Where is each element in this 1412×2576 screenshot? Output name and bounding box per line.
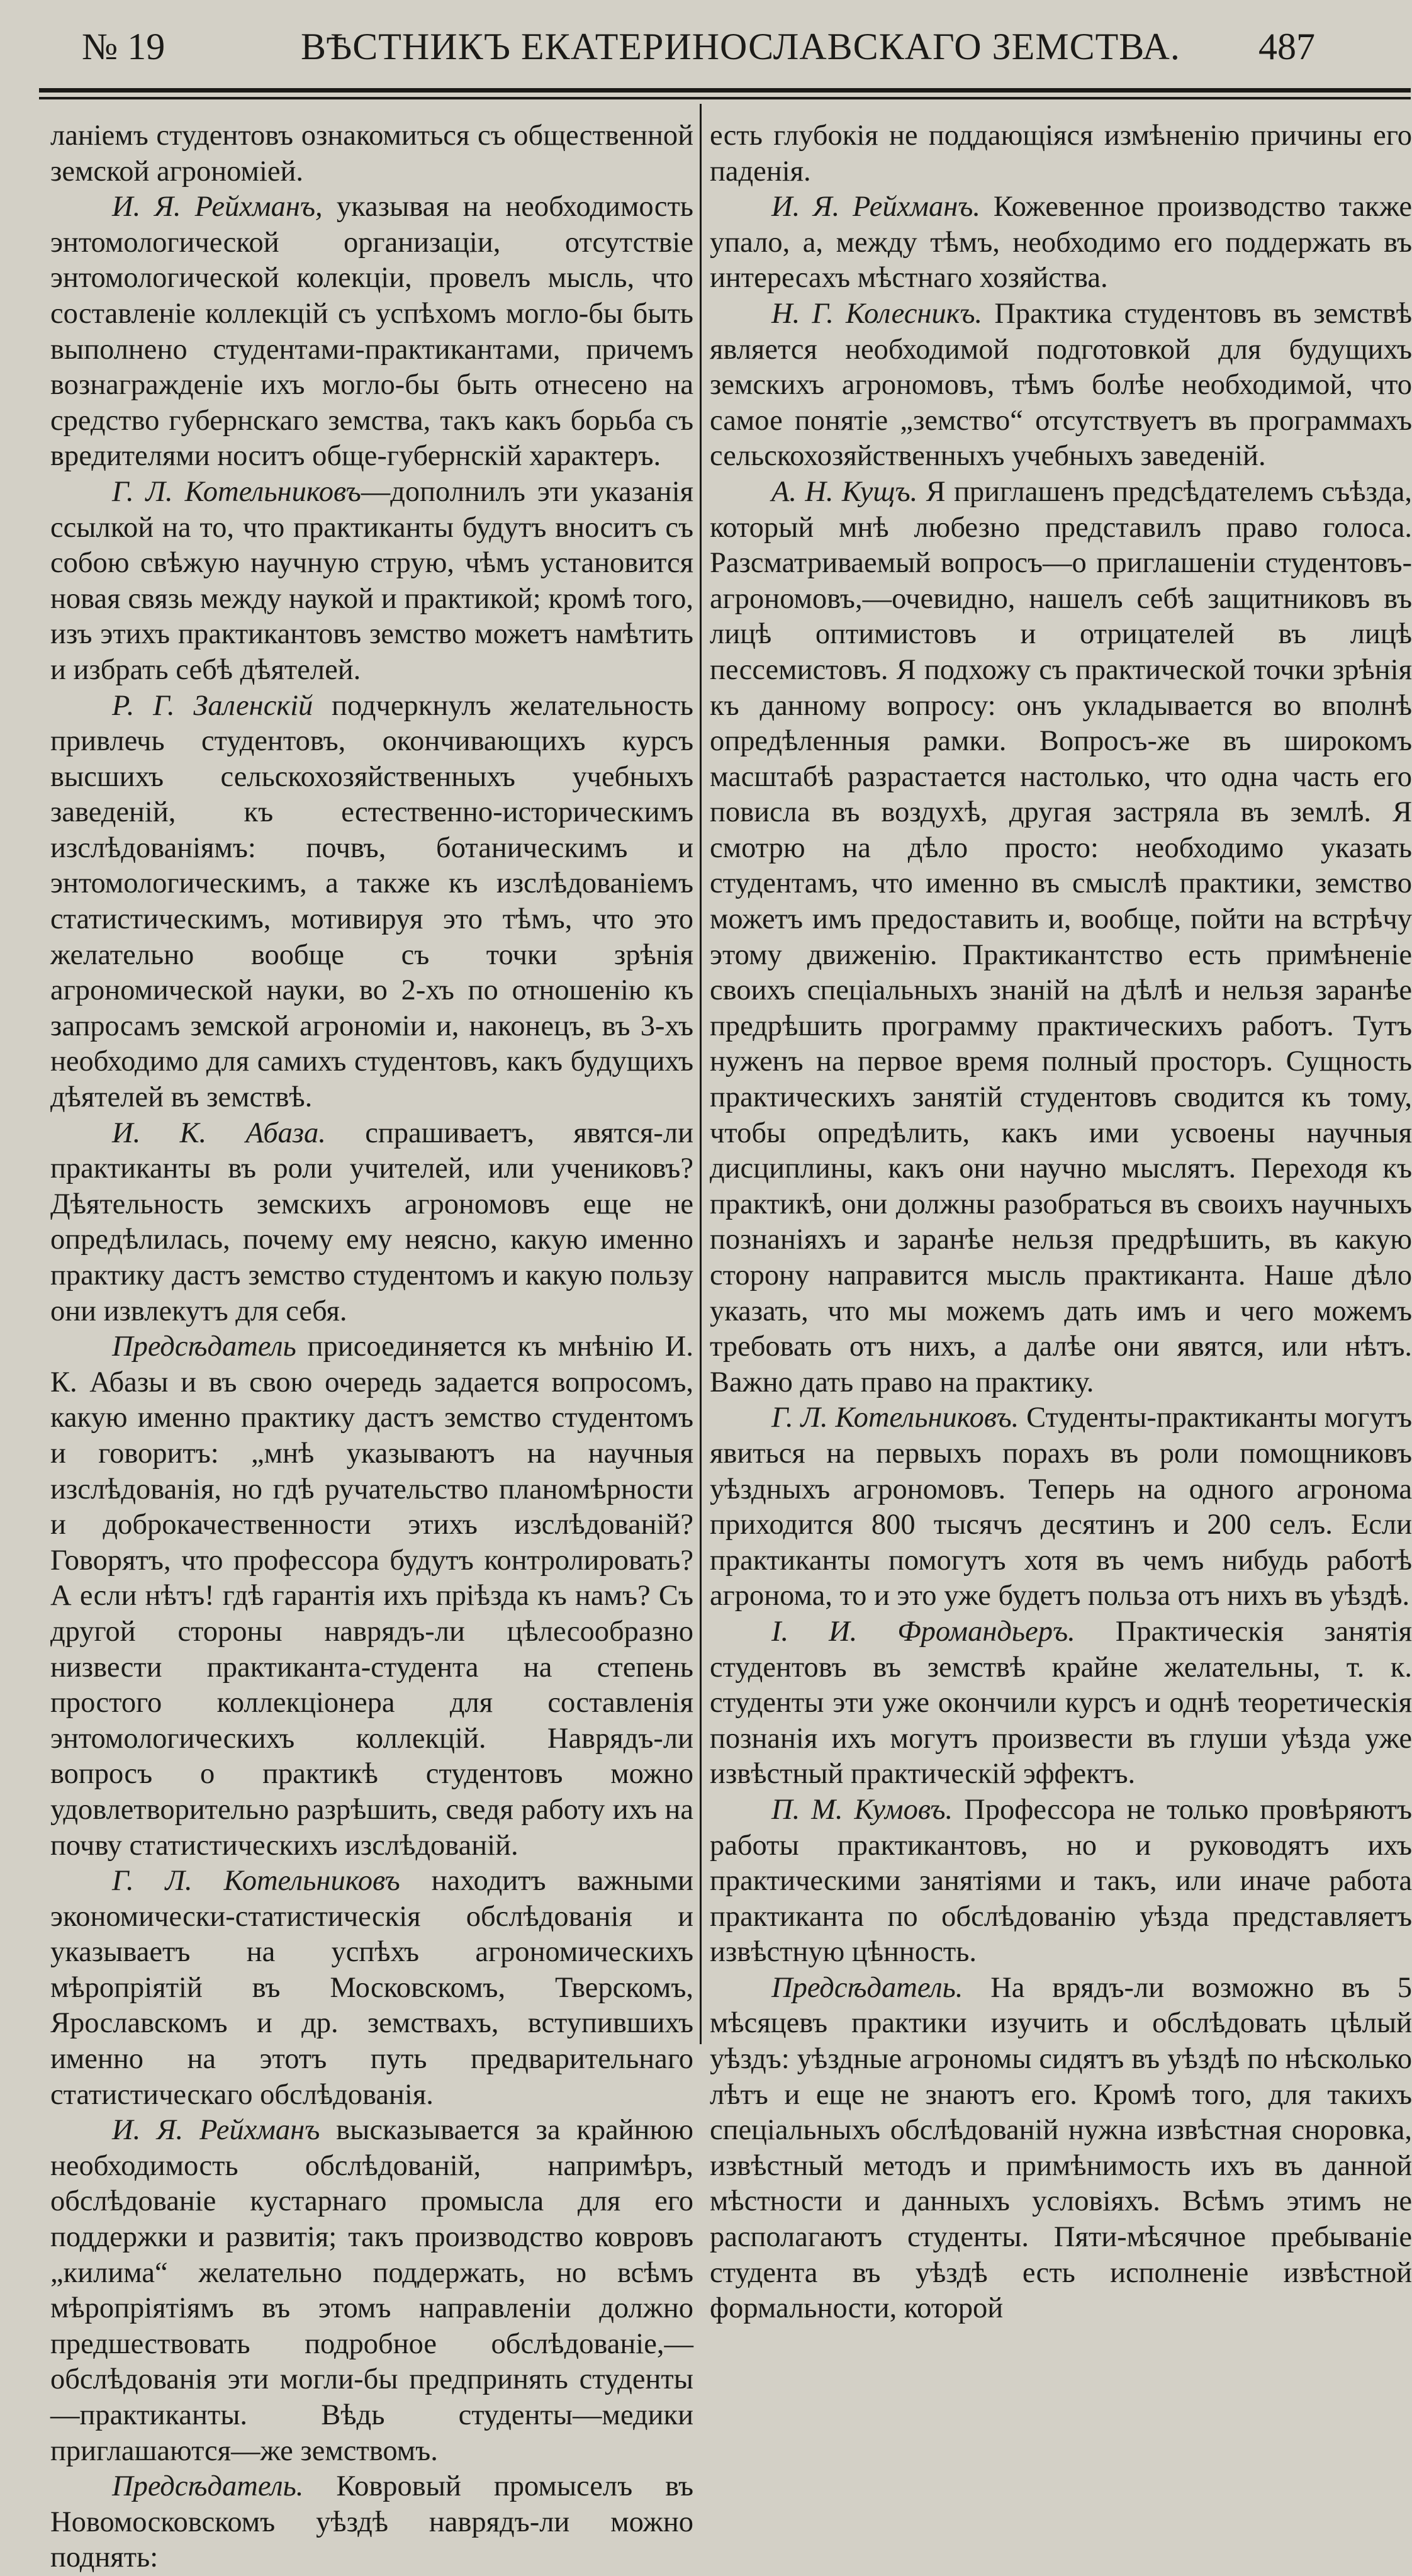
speaker-name: Г. Л. Котельниковъ xyxy=(112,1865,400,1898)
page-header xyxy=(0,0,1412,94)
header-rule-thin xyxy=(39,97,1411,99)
page-number: 487 xyxy=(1258,26,1315,67)
speaker-name: Н. Г. Колесникъ. xyxy=(771,297,983,330)
speaker-name: И. К. Абаза. xyxy=(112,1116,326,1149)
paragraph xyxy=(50,2469,693,2576)
paragraph-text: спрашиваетъ, явятся-ли практиканты въ роли учителей, или учениковъ? Дѣятельность земскихъ агрономовъ еще не опредѣлилась, почему ему неясно, какую именно практику дастъ земство студентомъ и какую пользу они извлекутъ для себя. xyxy=(50,1116,694,1327)
speaker-name: П. М. Кумовъ. xyxy=(771,1793,953,1826)
speaker-name: Предсѣдатель xyxy=(112,1330,296,1363)
paragraph xyxy=(710,1614,1412,1792)
paragraph-text: высказывается за крайнюю необходимость обслѣдованій, напримѣръ, обслѣдованіе кустарнаго промысла для его поддержки и развитія; такъ производство ковровъ „килима“ желательно поддержать, но всѣмъ мѣропріятіямъ въ этомъ направленіи должно предшествовать подробное обслѣдованіе,—обслѣдованія эти могли-бы предпринять студенты—практиканты. Вѣдь студенты—медики приглашаются—же земствомъ. xyxy=(50,2114,694,2467)
paragraph xyxy=(50,1116,693,1330)
paragraph xyxy=(50,2113,693,2469)
speaker-name: І. И. Фромандьеръ. xyxy=(771,1615,1075,1648)
journal-title: ВѢСТНИКЪ ЕКАТЕРИНОСЛАВСКАГО ЗЕМСТВА. xyxy=(301,26,1180,67)
paragraph xyxy=(50,118,693,189)
paragraph xyxy=(50,689,693,1116)
column-divider xyxy=(700,104,702,2044)
paragraph-text: Ковровый промыселъ въ Новомосковскомъ уѣздѣ наврядъ-ли можно поднять: xyxy=(50,2470,693,2574)
right-column xyxy=(710,118,1412,2325)
speaker-name: И. Я. Рейхманъ, xyxy=(112,191,323,223)
speaker-name: Предсѣдатель. xyxy=(771,1971,963,2004)
paragraph xyxy=(710,475,1412,1400)
paragraph-text: есть глубокія не поддающіяся измѣненію причины его паденія. xyxy=(710,120,1412,188)
paragraph-text: Практическія занятія студентовъ въ земствѣ крайне желательны, т. к. студенты эти уже окончили курсъ и однѣ теоретическія познанія ихъ могутъ произвести въ глуши уѣзда уже извѣстный практическій эффектъ. xyxy=(710,1615,1412,1791)
speaker-name: А. Н. Кущъ. xyxy=(771,475,918,508)
paragraph-text: На врядъ-ли возможно въ 5 мѣсяцевъ практики изучить и обслѣдовать цѣлый уѣздъ: уѣздные агрономы сидятъ въ уѣздѣ по нѣсколько лѣтъ и еще не знаютъ его. Кромѣ того, для такихъ спеціальныхъ обслѣдованій нужна извѣстная сноровка, извѣстный методъ и примѣнимость ихъ въ данной мѣстности и данныхъ условіяхъ. Всѣмъ этимъ не располагаютъ студенты. Пяти-мѣсячное пребываніе студента въ уѣздѣ есть исполненіе извѣстной формальности, которой xyxy=(710,1971,1412,2325)
paragraph-text: Практика студентовъ въ земствѣ является необходимой подготовкой для будущихъ земскихъ агрономовъ, тѣмъ болѣе необходимой, что самое понятіе „земство“ отсутствуетъ въ программахъ сельскохозяйственныхъ учебныхъ заведеній. xyxy=(710,297,1412,473)
paragraph-text: находитъ важными экономически-статистическія обслѣдованія и указываетъ на успѣхъ агрономическихъ мѣропріятій въ Московскомъ, Тверскомъ, Ярославскомъ и др. земствахъ, вступившихъ именно на этотъ путь предварительнаго статистическаго обслѣдованія. xyxy=(50,1865,693,2111)
paragraph-text: Кожевенное производство также упало, а, между тѣмъ, необходимо его поддержать въ интересахъ мѣстнаго хозяйства. xyxy=(710,191,1412,295)
paragraph-text: подчеркнулъ желательность привлечь студентовъ, окончивающихъ курсъ высшихъ сельскохозяйственныхъ учебныхъ заведеній, къ естественно-историческимъ изслѣдованіямъ: почвъ, ботаническимъ и энтомологическимъ, а также къ изслѣдованіемъ статистическимъ, мотивируя это тѣмъ, что это желательно вообще съ точки зрѣнія агрономической науки, во 2-хъ по отношенію къ запросамъ земской агрономіи и, наконецъ, въ 3-хъ необходимо для самихъ студентовъ, какъ будущихъ дѣятелей въ земствѣ. xyxy=(50,689,693,1114)
speaker-name: Г. Л. Котельниковъ xyxy=(112,475,361,508)
paragraph xyxy=(710,1792,1412,1971)
left-column xyxy=(50,118,694,2574)
paragraph-text: Профессора не только провѣряютъ работы практикантовъ, но и руководятъ ихъ практическими занятіями и такъ, или иначе работа практиканта по обслѣдованію уѣзда представляетъ извѣстную цѣнность. xyxy=(710,1793,1412,1969)
paragraph-text: —дополнилъ эти указанія ссылкой на то, что практиканты будутъ вноситъ съ собою свѣжую научную струю, чѣмъ установится новая связь между наукой и практикой; кромѣ того, изъ этихъ практикантовъ земство можетъ намѣтить и избрать себѣ дѣятелей. xyxy=(50,475,694,686)
speaker-name: Р. Г. Заленскій xyxy=(112,689,313,722)
paragraph xyxy=(710,1400,1412,1614)
paragraph-text: Студенты-практиканты могутъ явиться на первыхъ порахъ въ роли помощниковъ уѣздныхъ агрономовъ. Теперь на одного агронома приходится 800 тысячъ десятинъ и 200 селъ. Если практиканты помогутъ хотя въ чемъ нибудь работѣ агронома, то и это уже будетъ польза отъ нихъ въ уѣздѣ. xyxy=(710,1402,1412,1612)
paragraph xyxy=(710,189,1412,296)
paragraph-text: присоединяется къ мнѣнію И. К. Абазы и въ свою очередь задается вопросомъ, какую именно практику дастъ земство студентомъ и говоритъ: „мнѣ указываютъ на научныя изслѣдованія, но гдѣ ручательство планомѣрности и доброкачественности этихъ изслѣдованій? Говорятъ, что профессора будутъ контролировать? А если нѣтъ! гдѣ гарантія ихъ пріѣзда къ намъ? Съ другой стороны наврядъ-ли цѣлесообразно низвести практиканта-студента на степень простого коллекціонера для составленія энтомологическихъ коллекцій. Наврядъ-ли вопросъ о практикѣ студентовъ можно удовлетворительно разрѣшить, сведя работу ихъ на почву статистическихъ изслѣдованій. xyxy=(50,1330,693,1862)
speaker-name: Предсѣдатель. xyxy=(112,2470,304,2503)
speaker-name: И. Я. Рейхманъ xyxy=(112,2114,320,2147)
paragraph xyxy=(50,1329,693,1864)
speaker-name: Г. Л. Котельниковъ. xyxy=(771,1402,1019,1434)
paragraph-text: Я приглашенъ предсѣдателемъ съѣзда, который мнѣ любезно представилъ право голоса. Разсматриваемый вопросъ—о приглашеніи студентовъ-агрономовъ,—очевидно, нашелъ себѣ защитниковъ въ лицѣ оптимистовъ и отрицателей въ лицѣ пессемистовъ. Я подхожу съ практической точки зрѣнія къ данному вопросу: онъ укладывается во вполнѣ опредѣленныя рамки. Вопросъ-же въ широкомъ масштабѣ разрастается настолько, что одна часть его повисла въ воздухѣ, другая застряла въ землѣ. Я смотрю на дѣло просто: необходимо указать студентамъ, что именно въ смыслѣ практики, земство можетъ имъ предоставить и, вообще, пойти на встрѣчу этому движенію. Практикантство есть примѣненіе своихъ спеціальныхъ знаній на дѣлѣ и нельзя заранѣе предрѣшить программу практическихъ работъ. Тутъ нуженъ на первое время полный просторъ. Сущность практическихъ занятій студентовъ сводится къ тому, чтобы опредѣлить, какъ ими усвоены научныя дисциплины, какъ они научно мыслятъ. Переходя къ практикѣ, они должны разобраться въ своихъ научныхъ познаніяхъ и заранѣе нельзя предрѣшить, въ какую сторону направится мысль практиканта. Наше дѣло указать, что мы можемъ дать имъ и чего можемъ требовать отъ нихъ, а далѣе они явятся, или нѣтъ. Важно дать право на практику. xyxy=(710,475,1412,1398)
paragraph-text: ланіемъ студентовъ ознакомиться съ общественной земской агрономіей. xyxy=(50,120,693,188)
issue-number: № 19 xyxy=(82,26,165,67)
paragraph xyxy=(50,189,693,475)
paragraph xyxy=(50,1864,693,2113)
paragraph xyxy=(710,118,1412,189)
header-rule-thick xyxy=(39,88,1411,93)
paragraph xyxy=(710,296,1412,475)
paragraph xyxy=(50,475,693,689)
paragraph-text: указывая на необходимость энтомологической организаціи, отсутствіе энтомологической колекціи, провелъ мысль, что составленіе коллекцій съ успѣхомъ могло-бы быть выполнено студентами-практикантами, причемъ вознагражденіе ихъ могло-бы быть отнесено на средство губернскаго земства, такъ какъ борьба съ вредителями носитъ обще-губернскій характеръ. xyxy=(50,191,693,473)
speaker-name: И. Я. Рейхманъ. xyxy=(771,191,981,223)
paragraph xyxy=(710,1971,1412,2327)
